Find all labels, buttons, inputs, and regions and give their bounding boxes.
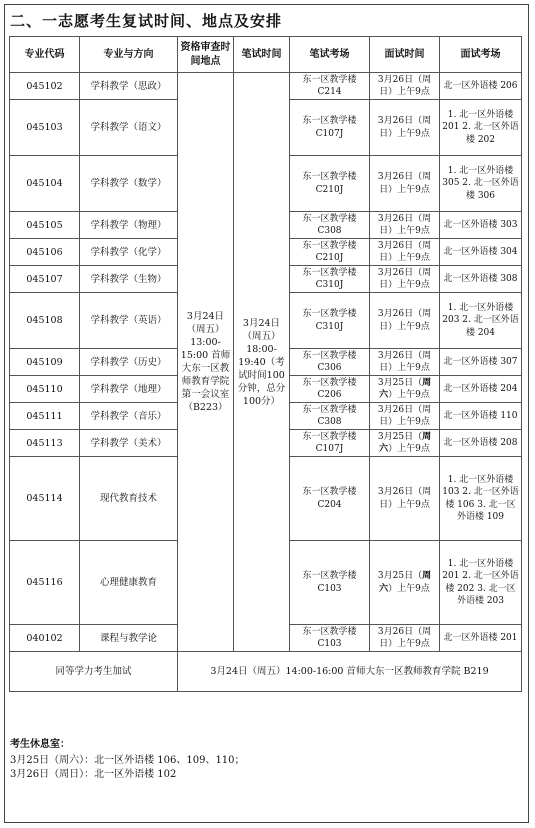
cell-interview-room: 北一区外语楼 307 bbox=[440, 349, 522, 376]
cell-major: 学科教学（数学） bbox=[80, 156, 178, 212]
header-written-room: 笔试考场 bbox=[290, 37, 370, 73]
cell-interview-time: 3月26日（周日）上午9点 bbox=[370, 266, 440, 293]
cell-code: 045107 bbox=[10, 266, 80, 293]
cell-written-room: 东一区教学楼C107J bbox=[290, 100, 370, 156]
cell-major: 现代教育技术 bbox=[80, 457, 178, 541]
cell-interview-room: 北一区外语楼 304 bbox=[440, 239, 522, 266]
extra-label: 同等学力考生加试 bbox=[10, 652, 178, 692]
cell-written-room: 东一区教学楼C204 bbox=[290, 457, 370, 541]
cell-major: 学科教学（语文） bbox=[80, 100, 178, 156]
cell-interview-room: 北一区外语楼 201 bbox=[440, 625, 522, 652]
cell-written-room: 东一区教学楼C107J bbox=[290, 430, 370, 457]
cell-major: 课程与教学论 bbox=[80, 625, 178, 652]
cell-interview-time bbox=[370, 541, 440, 625]
interview-time-part: ）上午9点 bbox=[388, 583, 430, 594]
cell-major: 学科教学（思政） bbox=[80, 73, 178, 100]
extra-value: 3月24日（周五）14:00-16:00 首师大东一区教师教育学院 B219 bbox=[178, 652, 522, 692]
cell-review: 3月24日（周五）13:00-15:00 首师大东一区教师教育学院第一会议室（B223） bbox=[178, 73, 234, 652]
cell-written-room: 东一区教学楼C214 bbox=[290, 73, 370, 100]
table-row bbox=[10, 73, 522, 100]
section-heading: 二、一志愿考生复试时间、地点及安排 bbox=[10, 12, 283, 30]
header-major: 专业与方向 bbox=[80, 37, 178, 73]
cell-code: 045110 bbox=[10, 376, 80, 403]
header-interview-time: 面试时间 bbox=[370, 37, 440, 73]
interview-time-part: ）上午9点 bbox=[388, 444, 430, 454]
cell-code: 045104 bbox=[10, 156, 80, 212]
interview-time-part: 周六 bbox=[379, 431, 432, 454]
cell-interview-room: 北一区外语楼 308 bbox=[440, 266, 522, 293]
cell-code: 045113 bbox=[10, 430, 80, 457]
header-interview-room: 面试考场 bbox=[440, 37, 522, 73]
header-written-time: 笔试时间 bbox=[234, 37, 290, 73]
cell-code: 045109 bbox=[10, 349, 80, 376]
cell-code: 045103 bbox=[10, 100, 80, 156]
cell-interview-room: 1. 北一区外语楼 201 2. 北一区外语楼 202 3. 北一区外语楼 203 bbox=[440, 541, 522, 625]
cell-code: 045106 bbox=[10, 239, 80, 266]
cell-interview-time bbox=[370, 430, 440, 457]
cell-interview-room: 北一区外语楼 110 bbox=[440, 403, 522, 430]
cell-interview-room: 1. 北一区外语楼 305 2. 北一区外语楼 306 bbox=[440, 156, 522, 212]
cell-interview-time bbox=[370, 376, 440, 403]
cell-major: 学科教学（音乐） bbox=[80, 403, 178, 430]
cell-interview-room: 北一区外语楼 208 bbox=[440, 430, 522, 457]
cell-interview-time: 3月26日（周日）上午9点 bbox=[370, 100, 440, 156]
cell-code: 045102 bbox=[10, 73, 80, 100]
cell-code: 045114 bbox=[10, 457, 80, 541]
cell-code: 045105 bbox=[10, 212, 80, 239]
cell-interview-time: 3月26日（周日）上午9点 bbox=[370, 403, 440, 430]
cell-major: 学科教学（美术） bbox=[80, 430, 178, 457]
interview-time-part: 周六 bbox=[379, 571, 432, 594]
cell-interview-room: 1. 北一区外语楼 103 2. 北一区外语楼 106 3. 北一区外语楼 109 bbox=[440, 457, 522, 541]
cell-written-time: 3月24日（周五）18:00-19:40（考试时间100分钟，总分100分） bbox=[234, 73, 290, 652]
cell-major: 心理健康教育 bbox=[80, 541, 178, 625]
cell-major: 学科教学（物理） bbox=[80, 212, 178, 239]
notes bbox=[10, 738, 245, 782]
cell-written-room: 东一区教学楼C103 bbox=[290, 541, 370, 625]
header-review: 资格审查时间地点 bbox=[178, 37, 234, 73]
cell-written-room: 东一区教学楼C306 bbox=[290, 349, 370, 376]
cell-interview-time: 3月26日（周日）上午9点 bbox=[370, 212, 440, 239]
cell-major: 学科教学（生物） bbox=[80, 266, 178, 293]
cell-major: 学科教学（地理） bbox=[80, 376, 178, 403]
cell-interview-time: 3月26日（周日）上午9点 bbox=[370, 625, 440, 652]
interview-time-part: 3月25日（ bbox=[377, 377, 423, 388]
cell-interview-time: 3月26日（周日）上午9点 bbox=[370, 457, 440, 541]
cell-code: 045111 bbox=[10, 403, 80, 430]
cell-written-room: 东一区教学楼C310J bbox=[290, 293, 370, 349]
cell-interview-room: 1. 北一区外语楼 203 2. 北一区外语楼 204 bbox=[440, 293, 522, 349]
cell-major: 学科教学（英语） bbox=[80, 293, 178, 349]
notes-line: 3月25日（周六）：北一区外语楼 106、109、110； bbox=[10, 755, 245, 766]
cell-written-room: 东一区教学楼C210J bbox=[290, 156, 370, 212]
interview-time-part: 3月25日（ bbox=[377, 571, 423, 581]
cell-written-room: 东一区教学楼C308 bbox=[290, 212, 370, 239]
cell-written-room: 东一区教学楼C310J bbox=[290, 266, 370, 293]
cell-interview-time: 3月26日（周日）上午9点 bbox=[370, 349, 440, 376]
interview-time-part: ）上午9点 bbox=[388, 390, 430, 400]
cell-code: 040102 bbox=[10, 625, 80, 652]
cell-major: 学科教学（化学） bbox=[80, 239, 178, 266]
notes-title: 考生休息室： bbox=[10, 739, 70, 750]
cell-written-room: 东一区教学楼C206 bbox=[290, 376, 370, 403]
cell-interview-time: 3月26日（周日）上午9点 bbox=[370, 156, 440, 212]
cell-interview-time: 3月26日（周日）上午9点 bbox=[370, 239, 440, 266]
cell-major: 学科教学（历史） bbox=[80, 349, 178, 376]
cell-code: 045108 bbox=[10, 293, 80, 349]
cell-interview-room: 北一区外语楼 303 bbox=[440, 212, 522, 239]
cell-interview-time: 3月26日（周日）上午9点 bbox=[370, 293, 440, 349]
interview-time-part: 3月25日（ bbox=[377, 431, 423, 442]
cell-written-room: 东一区教学楼C103 bbox=[290, 625, 370, 652]
cell-interview-room: 1. 北一区外语楼 201 2. 北一区外语楼 202 bbox=[440, 100, 522, 156]
cell-interview-room: 北一区外语楼 204 bbox=[440, 376, 522, 403]
cell-interview-time: 3月26日（周日）上午9点 bbox=[370, 73, 440, 100]
interview-time-part: 周六 bbox=[379, 377, 432, 400]
notes-line: 3月26日（周日）：北一区外语楼 102 bbox=[10, 769, 177, 780]
cell-interview-room: 北一区外语楼 206 bbox=[440, 73, 522, 100]
cell-written-room: 东一区教学楼C210J bbox=[290, 239, 370, 266]
extra-row bbox=[10, 652, 522, 692]
cell-code: 045116 bbox=[10, 541, 80, 625]
cell-written-room: 东一区教学楼C308 bbox=[290, 403, 370, 430]
schedule-table bbox=[9, 36, 522, 692]
header-code: 专业代码 bbox=[10, 37, 80, 73]
